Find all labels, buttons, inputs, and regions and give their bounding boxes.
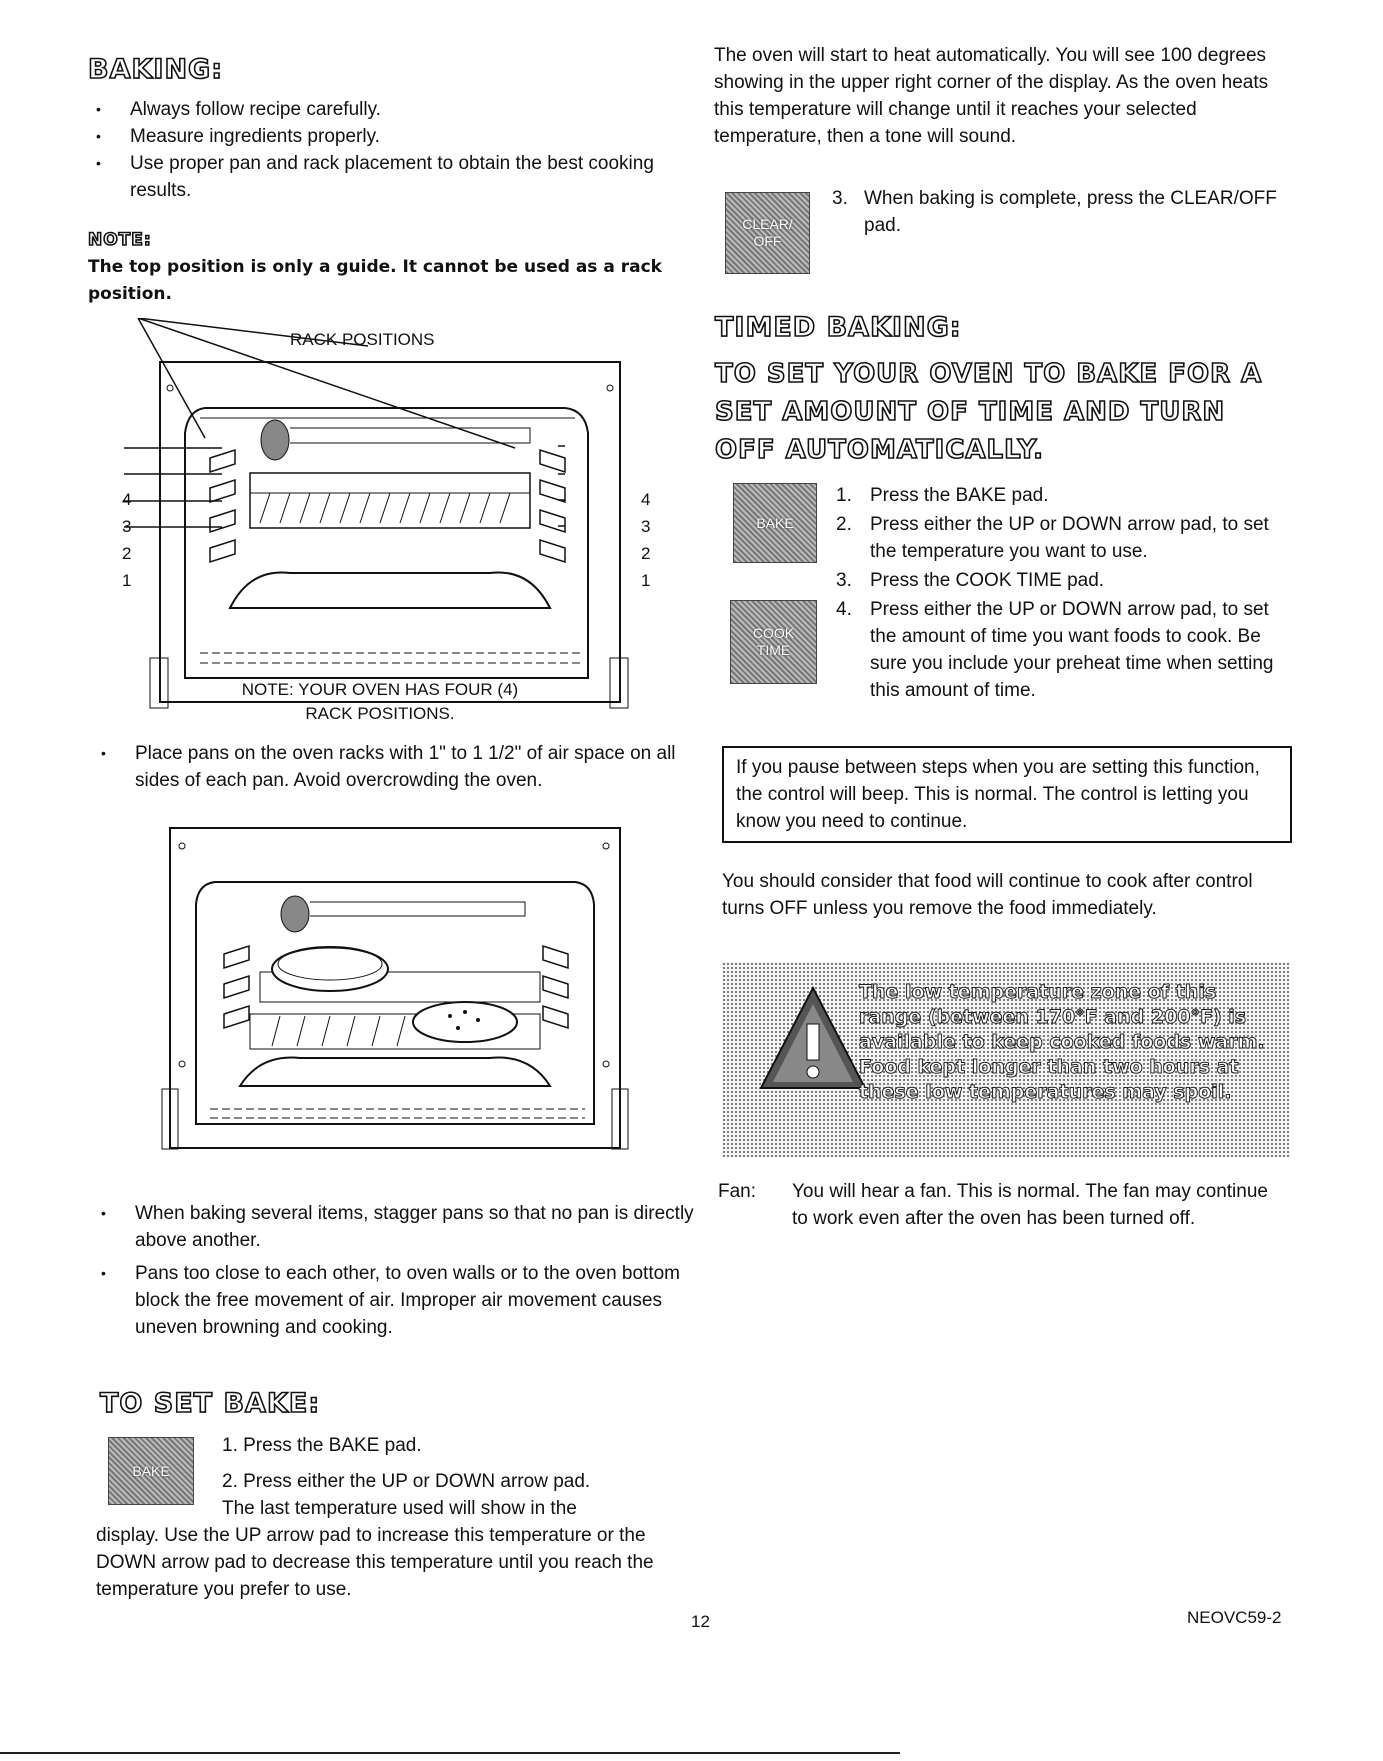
step-text: Press either the UP or DOWN arrow pad, to set the temperature you want to use. (870, 514, 1269, 562)
rack-number: 1 (641, 571, 651, 590)
step-item (836, 482, 1284, 509)
step-number: 1. (836, 485, 852, 506)
staggering-tips-list (95, 1200, 695, 1341)
caption-line: RACK POSITIONS. (305, 704, 455, 723)
rack-number: 4 (122, 490, 132, 509)
pause-info-text: If you pause between steps when you are setting this function, the control will beep. This is normal. The control is letting you know you need to continue. (736, 757, 1260, 832)
set-bake-step-1: 1. Press the BAKE pad. (222, 1435, 422, 1456)
step-3-number: 3. (832, 188, 848, 209)
pause-info-box (722, 746, 1292, 843)
warning-panel (722, 962, 1290, 1157)
rack-positions-diagram (110, 318, 670, 728)
step-text: Press the COOK TIME pad. (870, 570, 1105, 591)
pad-label: COOK (752, 625, 795, 641)
rack-number: 4 (641, 490, 651, 509)
pan-placement-list (95, 740, 685, 794)
caption-line: NOTE: YOUR OVEN HAS FOUR (4) (241, 680, 519, 699)
step-number: 2. (836, 514, 852, 535)
cook-time-pad-icon (730, 600, 817, 684)
set-bake-step-2-cont: The last temperature used will show in the (222, 1498, 577, 1519)
list-item: • Use proper pan and rack placement to obtain the best cooking results. (90, 150, 670, 204)
step-3-text: When baking is complete, press the CLEAR/OFF pad. (864, 188, 1277, 236)
warning-triangle-icon (757, 984, 869, 1092)
set-bake-description: display. Use the UP arrow pad to increase this temperature or the DOWN arrow pad to decrease this temperature until you reach the temperature you prefer to use. (96, 1525, 654, 1600)
step-item (836, 596, 1284, 704)
baking-heading: BAKING: (88, 54, 223, 85)
step-item (836, 567, 1284, 594)
set-bake-step-2: 2. Press either the UP or DOWN arrow pad. (222, 1471, 591, 1492)
rack-number-labels-right (641, 486, 650, 594)
note-text: The top position is only a guide. It cannot be used as a rack position. (88, 257, 662, 304)
bottom-rule (0, 1752, 900, 1754)
list-item: • Measure ingredients properly. (90, 123, 670, 150)
list-item: • Always follow recipe carefully. (90, 96, 670, 123)
step-number: 3. (836, 570, 852, 591)
fan-text: You will hear a fan. This is normal. The fan may continue to work even after the oven has been turned off. (792, 1181, 1268, 1229)
clear-off-pad-icon (725, 192, 810, 274)
list-item: • Pans too close to each other, to oven walls or to the oven bottom block the free movement of air. Improper air movement causes uneven browning and cooking. (95, 1260, 695, 1341)
diagram-caption (200, 678, 560, 726)
rack-number: 1 (122, 571, 132, 590)
list-item: • Place pans on the oven racks with 1" to 1 1/2" of air space on all sides of each pan. Avoid overcrowding the oven. (95, 740, 685, 794)
pad-label: TIME (756, 642, 791, 658)
pad-label: CLEAR/ (742, 216, 793, 232)
step-number: 4. (836, 599, 852, 620)
oven-pans-diagram (160, 824, 640, 1164)
set-bake-heading: TO SET BAKE: (100, 1388, 321, 1419)
timed-baking-heading: TIMED BAKING: (715, 312, 962, 343)
document-code: NEOVC59-2 (1187, 1608, 1282, 1627)
rack-number: 2 (641, 544, 651, 563)
rack-number-labels-left (122, 486, 131, 594)
rack-number: 3 (641, 517, 651, 536)
baking-tips-list (90, 96, 670, 204)
step-text: Press the BAKE pad. (870, 485, 1049, 506)
note-label: NOTE: (88, 230, 152, 250)
rack-number: 2 (122, 544, 132, 563)
bake-pad-icon: BAKE (108, 1437, 194, 1505)
timed-baking-steps (836, 482, 1284, 706)
consider-text: You should consider that food will continue to cook after control turns OFF unless you remove the food immediately. (722, 871, 1253, 919)
step-item (836, 511, 1284, 565)
step-text: Press either the UP or DOWN arrow pad, to set the amount of time you want foods to cook. Be sure you include your preheat time when setting this amount of time. (870, 599, 1274, 701)
preheat-intro: The oven will start to heat automatically. You will see 100 degrees showing in the upper right corner of the display. As the oven heats this temperature will change until it reaches your selected temperature, then a tone will sound. (714, 45, 1269, 147)
timed-baking-subheading: TO SET YOUR OVEN TO BAKE FOR A SET AMOUNT OF TIME AND TURN OFF AUTOMATICALLY. (715, 359, 1263, 465)
fan-label: Fan: (718, 1181, 757, 1202)
page-number: 12 (691, 1612, 710, 1631)
warning-text: The low temperature zone of this range (between 170°F and 200°F) is available to keep cooked foods warm. Food kept longer than two hours at these low temperatures may spoil. (859, 981, 1265, 1103)
diagram-title: RACK POSITIONS (290, 330, 435, 349)
list-item: • When baking several items, stagger pans so that no pan is directly above another. (95, 1200, 695, 1254)
rack-number: 3 (122, 517, 132, 536)
pad-label: OFF (753, 233, 782, 249)
bake-pad-icon: BAKE (733, 483, 817, 563)
